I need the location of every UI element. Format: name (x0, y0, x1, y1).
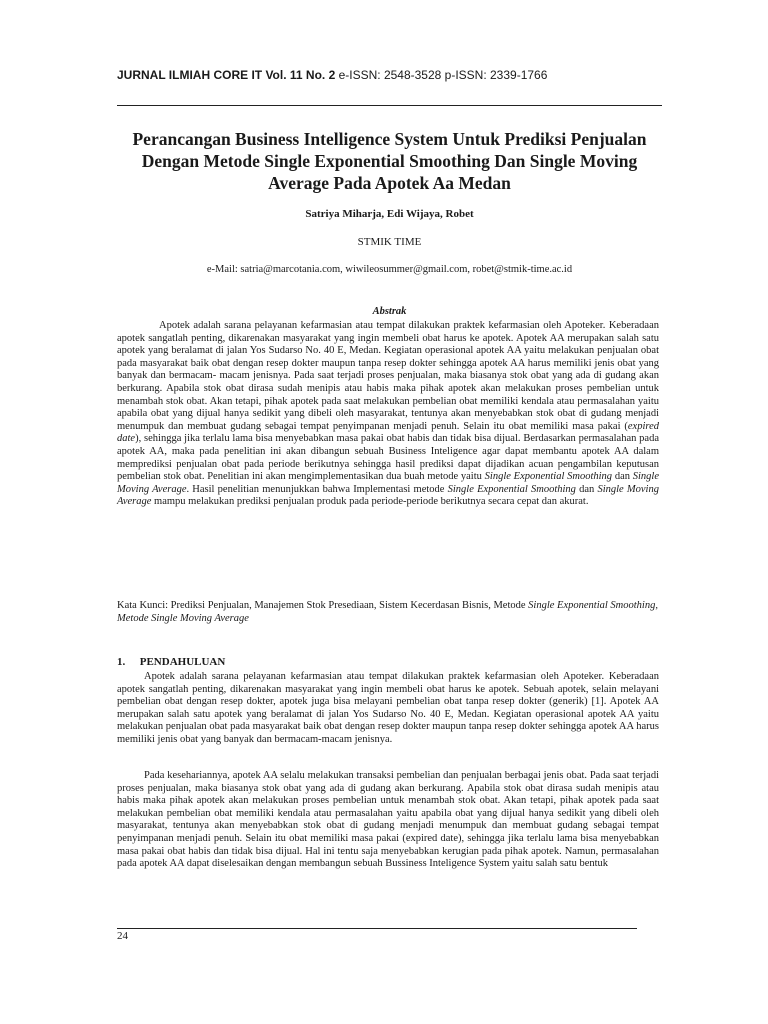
abstract-text-2: ), sehingga jika terlalu lama bisa menyebabkan masa pakai obat habis dan tidak bisa dijual. Berdasarkan permasalahan pada apotek AA, maka pada penelitian ini akan dibangun sebuah Business Inteligence agar dapat membantu apotek AA dalam memprediksi penjualan obat pada periode berikutnya sehingga hasil prediksi dapat dijadikan acuan pengambilan keputusan pembelian stok obat. Penelitian ini akan mengimplementasikan dua buah metode yaitu (117, 433, 659, 483)
section-title: PENDAHULUAN (139, 656, 226, 668)
abstract-text-1: Apotek adalah sarana pelayanan kefarmasian atau tempat dilakukan praktek kefarmasian oleh Apoteker. Keberadaan apotek sangatlah penting, dikarenakan masyarakat yang ingin membeli obat harus ke apotek. Apotek AA merupakan salah satu apotek yang beralamat di jalan Yos Sudarso No. 40 E, Medan. Kegiatan operasional apotek AA yaitu melakukan penjualan obat pada masyarakat baik obat dengan resep dokter maupun tanpa resep dokter sehingga apotek AA harus memiliki jenis obat yang banyak dan bermacam- macam jenisnya. Pada saat terjadi proses penjualan, maka biasanya stok obat yang ada di gudang akan berkurang. Apabila stok obat dirasa sudah menipis atau habis maka pihak apotek akan melakukan proses pembelian untuk menambah stok obat. Akan tetapi, pihak apotek pada saat melakukan pembelian obat memiliki kendala atau permasalahan yaitu apabila obat yang dijual hanya sedikit yang dibeli oleh masyarakat, tentunya akan menyebabkan stok obat di gudang menjadi menumpuk dan membuat gudang sebagai tempat penyimpanan menjadi penuh. Selain itu obat memiliki masa pakai ( (117, 320, 659, 432)
abstract-text-6: mampu melakukan prediksi penjualan produk pada periode-periode berikutnya secara cepat dan akurat. (151, 496, 589, 508)
abstract-italic-4: Single Exponential Smoothing (447, 483, 576, 495)
author-list: Satriya Miharja, Edi Wijaya, Robet (305, 208, 474, 220)
abstract-italic-3: Single Moving Average (117, 471, 659, 495)
paper-title: Perancangan Business Intelligence System Untuk Prediksi Penjualan Dengan Metode Single Exponential Smoothing Dan Single Moving Average Pada Apotek Aa Medan (132, 129, 647, 193)
footer-rule (117, 928, 637, 929)
keywords-text: Kata Kunci: Prediksi Penjualan, Manajemen Stok Presediaan, Sistem Kecerdasan Bisnis, Metode (117, 600, 529, 611)
abstract-italic-5: Single Moving Average (117, 483, 659, 508)
page-number: 24 (117, 930, 128, 942)
header-rule (117, 105, 662, 106)
body-paragraph-1: Apotek adalah sarana pelayanan kefarmasian atau tempat dilakukan praktek kefarmasian oleh Apoteker. Keberadaan apotek sangatlah penting, dikarenakan masyarakat yang ingin membeli obat harus ke apotek. Sebuah apotek, selain melayani pembelian obat dengan resep dokter, apotek juga bisa melayani pembelian obat tanpa resep dokter (generik) [1]. Apotek AA merupakan salah satu apotek yang beralamat di jalan Yos Sudarso No. 40 E, Medan. Kegiatan operasional apotek AA yaitu melakukan penjualan obat pada masyarakat baik obat dengan resep dokter maupun tanpa resep dokter sehingga apotek AA harus memiliki jenis obat yang banyak dan bermacam-macam jenisnya. (117, 671, 659, 745)
abstract-text-4: . Hasil penelitian menunjukkan bahwa Implementasi metode (186, 483, 448, 495)
abstract-heading: Abstrak (372, 306, 407, 317)
abstract-body (117, 320, 659, 509)
affiliation: STMIK TIME (357, 236, 422, 248)
abstract-text-3: dan (612, 471, 633, 483)
keywords-italic: Single Exponential Smoothing, Metode Single Moving Average (117, 600, 658, 624)
journal-header (117, 68, 657, 82)
journal-issn: e-ISSN: 2548-3528 p-ISSN: 2339-1766 (338, 68, 548, 82)
journal-name: JURNAL ILMIAH CORE IT Vol. 11 No. 2 (117, 68, 336, 82)
abstract-italic-1: expired date (117, 420, 659, 445)
body-paragraph-2: Pada kesehariannya, apotek AA selalu melakukan transaksi pembelian dan penjualan berbagai jenis obat. Pada saat terjadi proses penjualan, maka biasanya stok obat yang ada di gudang akan berkurang. Apabila stok obat dirasa sudah menipis atau habis maka pihak apotek akan melakukan proses pembelian untuk menambah stok obat. Akan tetapi, pihak apotek pada saat melakukan pembelian obat memiliki kendala atau permasalahan yaitu apabila obat yang dijual hanya sedikit yang dibeli oleh masyarakat, tentunya akan menyebabkan stok obat di gudang menjadi menumpuk dan membuat gudang sebagai tempat penyimpanan menjadi penuh. Selain itu obat memiliki masa pakai (expired date), sehingga jika terlalu lama bisa menyebabkan masa pakai obat habis dan tidak bisa dijual. Hal ini tentu saja menyebabkan kerugian pada pihak apotek. Namun, permasalahan pada apotek AA dapat diselesaikan dengan membangun sebuah Bussiness Inteligence System yaitu salah satu bentuk (117, 770, 659, 870)
section-heading (117, 656, 662, 668)
abstract-italic-2: Single Exponential Smoothing (484, 471, 613, 483)
abstract-text-5: dan (575, 483, 598, 495)
section-number: 1. (117, 656, 126, 668)
keywords (117, 600, 659, 625)
author-emails: e-Mail: satria@marcotania.com, wiwileosummer@gmail.com, robet@stmik-time.ac.id (206, 264, 573, 275)
